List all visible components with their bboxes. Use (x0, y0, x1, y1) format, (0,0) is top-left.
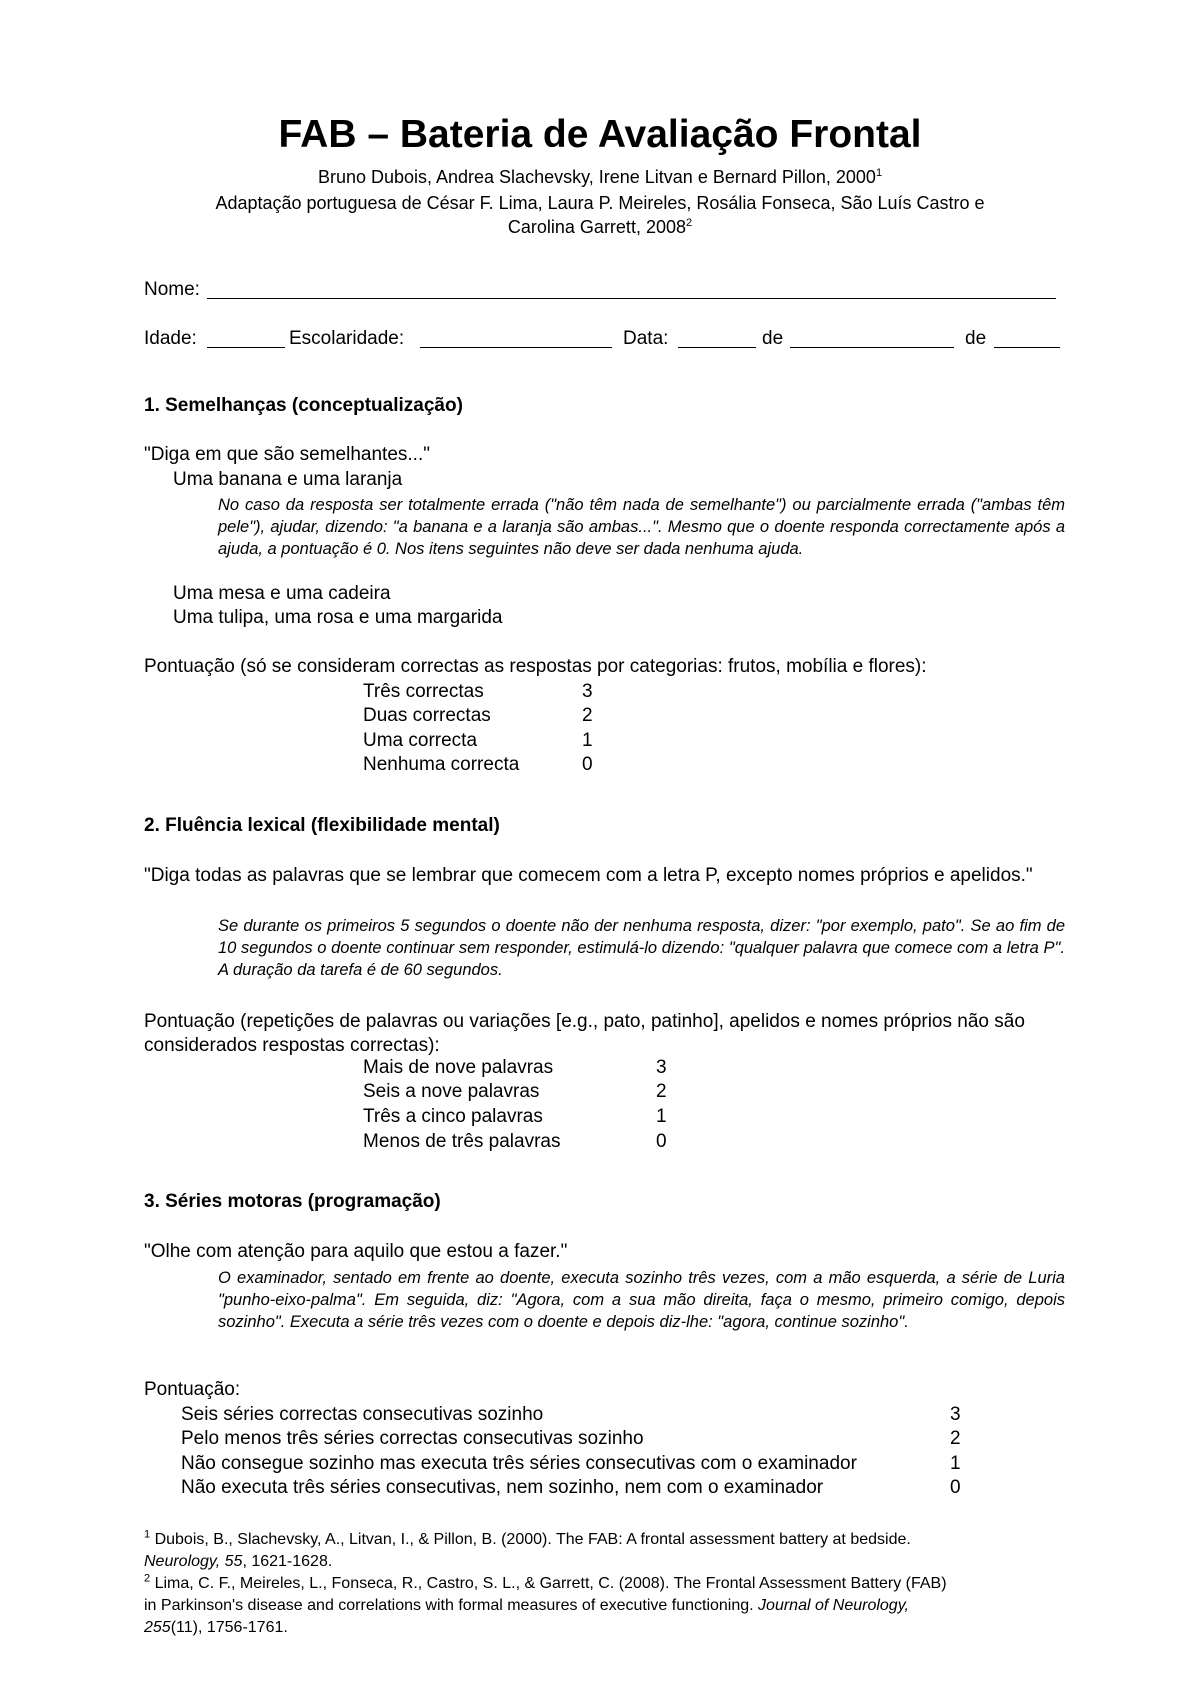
schooling-field[interactable] (420, 347, 612, 348)
section-1-instruction: No caso da resposta ser totalmente errada ("não têm nada de semelhante") ou parcialmente errada ("ambas têm pele"), ajudar, dizendo: "a banana e a laranja são ambas...". Mesmo que o doente responda correctamente após a ajuda, a pontuação é 0. Nos itens seguintes não deve ser dada nenhuma ajuda. (218, 496, 1065, 558)
date-label: Data: (623, 328, 669, 349)
section-1-heading: 1. Semelhanças (conceptualização) (144, 395, 463, 416)
page-title: FAB – Bateria de Avaliação Frontal (278, 113, 922, 156)
section-1-item-2: Uma mesa e uma cadeira (173, 583, 391, 604)
score-row-value: 3 (582, 681, 593, 702)
age-label: Idade: (144, 328, 197, 349)
section-1-scoring-label: Pontuação (só se consideram correctas as respostas por categorias: frutos, mobília e flores): (144, 656, 927, 677)
score-row-label: Mais de nove palavras (363, 1057, 554, 1078)
name-field[interactable] (207, 298, 1056, 299)
score-row-label: Três a cinco palavras (363, 1106, 543, 1127)
score-row-label: Pelo menos três séries correctas consecutivas sozinho (181, 1428, 644, 1449)
date-de-label-1: de (762, 328, 784, 349)
section-1-prompt: "Diga em que são semelhantes..." (144, 444, 430, 465)
score-row-value: 3 (656, 1057, 667, 1078)
schooling-label: Escolaridade: (289, 328, 405, 349)
section-2-heading: 2. Fluência lexical (flexibilidade mental) (144, 815, 500, 836)
score-row-value: 1 (582, 730, 593, 751)
date-month-field[interactable] (790, 347, 954, 348)
score-row-label: Uma correcta (363, 730, 478, 751)
score-row-label: Seis a nove palavras (363, 1081, 540, 1102)
footnote-ref-2: 2 (685, 217, 693, 229)
footnote-ref-1: 1 (875, 167, 883, 179)
section-2-scoring-label: Pontuação (repetições de palavras ou variações [e.g., pato, patinho], apelidos e nomes próprios não são considerados respostas correctas): (144, 1011, 1025, 1056)
date-day-field[interactable] (678, 347, 756, 348)
score-row-label: Seis séries correctas consecutivas sozinho (181, 1404, 544, 1425)
score-row-label: Duas correctas (363, 705, 491, 726)
section-2-instruction: Se durante os primeiros 5 segundos o doente não der nenhuma resposta, dizer: "por exemplo, pato". Se ao fim de 10 segundos o doente continuar sem responder, estimulá-lo dizendo: "qualquer palavra que comece com a letra P". A duração da tarefa é de 60 segundos. (218, 917, 1065, 979)
score-row-value: 2 (950, 1428, 961, 1449)
footnote-2-line-2: in Parkinson's disease and correlations with formal measures of executive functioning. Journal of Neurology, (144, 1597, 909, 1614)
score-row-label: Não consegue sozinho mas executa três séries consecutivas com o examinador (181, 1453, 857, 1474)
footnote-1-line-2: Neurology, 55, 1621-1628. (144, 1553, 333, 1570)
section-3-scoring-label: Pontuação: (144, 1379, 241, 1400)
score-row-label: Menos de três palavras (363, 1131, 561, 1152)
footnote-2: $^2$ Lima, C. F., Meireles, L., Fonseca, R., Castro, S. L., & Garrett, C. (2008). The Frontal Assessment Battery (FAB) (144, 1572, 947, 1592)
score-row-value: 1 (950, 1453, 961, 1474)
adaptation-line-2: Carolina Garrett, 2008$^2$ (507, 217, 693, 237)
score-row-label: Não executa três séries consecutivas, nem sozinho, nem com o examinador (181, 1477, 824, 1498)
score-row-value: 3 (950, 1404, 961, 1425)
date-year-field[interactable] (994, 347, 1060, 348)
section-3-prompt: "Olhe com atenção para aquilo que estou a fazer." (144, 1241, 568, 1262)
score-row-value: 2 (656, 1081, 667, 1102)
authors-line: Bruno Dubois, Andrea Slachevsky, Irene Litvan e Bernard Pillon, 2000$^1$ (317, 167, 883, 187)
score-row-value: 0 (656, 1131, 667, 1152)
score-row-label: Três correctas (363, 681, 484, 702)
score-row-label: Nenhuma correcta (363, 754, 520, 775)
section-1-item-3: Uma tulipa, uma rosa e uma margarida (173, 607, 503, 628)
section-2-prompt: "Diga todas as palavras que se lembrar que comecem com a letra P, excepto nomes próprios e apelidos." (144, 865, 1033, 886)
score-row-value: 0 (582, 754, 593, 775)
section-3-instruction: O examinador, sentado em frente ao doente, executa sozinho três vezes, com a mão esquerda, a série de Luria "punho-eixo-palma". Em seguida, diz: "Agora, com a sua mão direita, faça o mesmo, primeiro comigo, depois sozinho". Executa a série três vezes com o doente e depois diz-lhe: "agora, continue sozinho". (218, 1269, 1065, 1331)
section-3-heading: 3. Séries motoras (programação) (144, 1191, 441, 1212)
age-field[interactable] (207, 347, 285, 348)
section-1-item-1: Uma banana e uma laranja (173, 469, 403, 490)
score-row-value: 2 (582, 705, 593, 726)
score-row-value: 0 (950, 1477, 961, 1498)
adaptation-line-1: Adaptação portuguesa de César F. Lima, Laura P. Meireles, Rosália Fonseca, São Luís Castro e (215, 193, 985, 213)
footnote-1: $^1$ Dubois, B., Slachevsky, A., Litvan, I., & Pillon, B. (2000). The FAB: A frontal assessment battery at bedside. (144, 1528, 911, 1548)
date-de-label-2: de (965, 328, 987, 349)
name-label: Nome: (144, 279, 200, 300)
score-row-value: 1 (656, 1106, 667, 1127)
footnote-2-line-3: 255(11), 1756-1761. (144, 1619, 288, 1636)
